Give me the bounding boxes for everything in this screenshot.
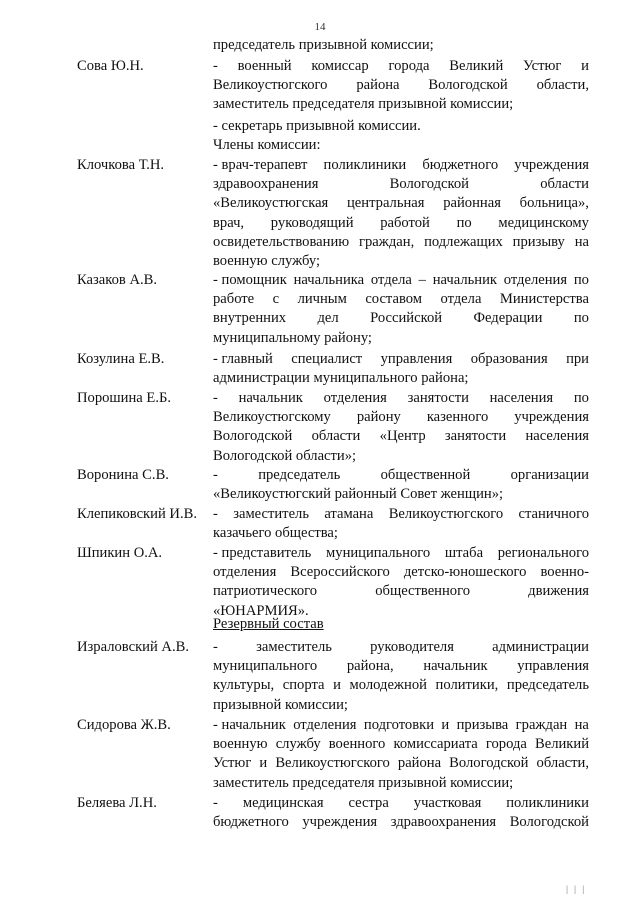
word: города <box>485 736 527 753</box>
members-name: Шпикин О.А. <box>77 545 163 561</box>
reserve-name: Беляева Л.Н. <box>77 795 157 811</box>
members-description-line <box>213 563 589 582</box>
word: Устюг <box>523 58 562 74</box>
word: спорта <box>282 677 325 694</box>
reserve-description-line <box>213 754 589 773</box>
word: председатель <box>258 467 341 483</box>
word: отдела <box>370 272 412 288</box>
word: по <box>573 310 589 327</box>
word: работой <box>380 214 430 231</box>
word: на <box>574 233 589 250</box>
members-description-line <box>213 194 589 213</box>
word: – <box>418 272 426 288</box>
word: района, <box>346 658 394 675</box>
members-description-line <box>213 214 589 233</box>
reserve-header: Резервный состав <box>213 616 324 632</box>
members-description <box>213 466 589 504</box>
word: образования <box>470 351 548 367</box>
word: и <box>333 677 341 694</box>
word: Российской <box>370 310 443 327</box>
word: атамана <box>324 506 374 522</box>
members-name: Сова Ю.Н. <box>77 58 144 74</box>
word: казенного <box>426 409 489 426</box>
word: детско-юношеского <box>403 564 527 581</box>
members-description-line <box>213 233 589 252</box>
members-description-line <box>213 408 589 427</box>
word: заместитель <box>256 639 332 655</box>
word: здравоохранения <box>390 814 497 831</box>
word: и <box>581 58 589 74</box>
word: «Великоустюгская <box>213 195 329 212</box>
reserve-description-line <box>213 657 589 676</box>
word: отдела <box>440 291 482 308</box>
word: бюджетного <box>422 157 499 173</box>
word: молодежной <box>349 677 427 694</box>
intro-line: председатель призывной комиссии; <box>213 37 434 53</box>
word: Вологодской <box>389 176 469 193</box>
word: при <box>566 351 589 367</box>
word: поликлиники <box>506 795 589 811</box>
word: Вологодской <box>428 77 508 94</box>
word: - <box>213 467 218 483</box>
word: подлежащих <box>424 233 503 250</box>
word: граждан <box>515 717 568 733</box>
word: освидетельствованию <box>213 233 350 250</box>
word: района <box>356 77 400 94</box>
members-description-line <box>213 582 589 601</box>
word: муниципального <box>326 545 431 561</box>
members-description <box>213 544 589 621</box>
word: города <box>388 58 430 74</box>
members-description-line: муниципальному району; <box>213 329 372 346</box>
word: - представитель <box>213 545 312 561</box>
word: Министерства <box>499 291 589 308</box>
word: - помощник <box>213 272 287 288</box>
word: - <box>213 639 218 655</box>
members-name: Клочкова Т.Н. <box>77 157 165 173</box>
word: и <box>259 755 268 772</box>
word: военный <box>237 58 292 74</box>
word: начальника <box>293 272 365 288</box>
word: - врач-терапевт <box>213 157 308 173</box>
page-corner-mark: | | | <box>566 883 586 894</box>
members-name: Воронина С.В. <box>77 467 169 483</box>
word: общественной <box>380 467 471 483</box>
word: специалист <box>291 351 363 367</box>
word: граждан, <box>359 233 415 250</box>
members-description-line: казачьего общества; <box>213 525 338 542</box>
members-name: Казаков А.В. <box>77 272 158 288</box>
word: - главный <box>213 351 273 367</box>
word: подготовки <box>363 717 435 733</box>
members-description-line <box>213 309 589 328</box>
word: администрации <box>492 639 589 655</box>
word: учреждения <box>514 157 589 173</box>
word: Великоустюгского <box>388 506 504 522</box>
members-description-line: администрации муниципального района; <box>213 370 469 387</box>
word: станичного <box>518 506 589 522</box>
members-description-line <box>213 505 589 524</box>
word: здравоохранения <box>213 176 319 193</box>
reserve-description-line: призывной комиссии; <box>213 696 348 713</box>
members-description-line <box>213 156 589 175</box>
word: патриотического <box>213 583 318 600</box>
members-description-line <box>213 76 589 95</box>
word: заместитель <box>233 506 309 522</box>
word: общественного <box>375 583 471 600</box>
word: по <box>573 272 589 288</box>
word: муниципального <box>213 658 318 675</box>
word: внутренних <box>213 310 287 327</box>
word: Вологодской <box>213 428 293 445</box>
word: управления <box>380 351 453 367</box>
word: Устюг <box>213 755 252 772</box>
word: личным <box>297 291 347 308</box>
word: области <box>540 176 589 193</box>
word: Великоустюгского <box>275 755 390 772</box>
reserve-description-line <box>213 716 589 735</box>
word: Федерации <box>473 310 543 327</box>
word: организации <box>510 467 589 483</box>
word: дел <box>317 310 339 327</box>
word: «Центр <box>379 428 426 445</box>
word: медицинскому <box>498 214 589 231</box>
reserve-description-line <box>213 735 589 754</box>
reserve-description-line <box>213 638 589 657</box>
members-description-line: заместитель председателя призывной комиссии; <box>213 96 514 113</box>
members-description <box>213 505 589 543</box>
word: медицинская <box>242 795 324 811</box>
word: начальник <box>238 390 303 406</box>
reserve-description <box>213 716 589 793</box>
members-description-line: Вологодской области»; <box>213 447 357 464</box>
word: культуры, <box>213 677 275 694</box>
word: отделения <box>323 390 387 406</box>
word: военно- <box>540 564 589 581</box>
word: Великоустюгского <box>213 77 328 94</box>
word: - <box>213 390 218 406</box>
word: Вологодской <box>449 755 529 772</box>
word: службу <box>275 736 321 753</box>
word: Вологодской <box>509 814 589 831</box>
reserve-name: Сидорова Ж.В. <box>77 717 171 733</box>
word: области, <box>536 755 589 772</box>
word: призыва <box>456 717 509 733</box>
word: района <box>397 755 442 772</box>
word: районная <box>443 195 501 212</box>
word: по <box>573 390 589 406</box>
members-description-line: «Великоустюгский районный Совет женщин»; <box>213 486 504 503</box>
word: на <box>574 717 589 733</box>
word: движения <box>528 583 589 600</box>
word: военную <box>213 736 268 753</box>
word: больница», <box>519 195 589 212</box>
members-description <box>213 350 589 388</box>
members-description-line: военную службу; <box>213 253 320 270</box>
members-name: Козулина Е.В. <box>77 351 165 367</box>
word: населения <box>525 428 589 445</box>
page-number: 14 <box>314 21 326 33</box>
reserve-description-line <box>213 794 589 813</box>
word: комиссар <box>311 58 369 74</box>
word: председатель <box>506 677 589 694</box>
word: Великий <box>534 736 589 753</box>
word: по <box>456 214 472 231</box>
word: - <box>213 506 218 522</box>
word: врач, <box>213 214 245 231</box>
word: работе <box>213 291 255 308</box>
members-description <box>213 271 589 348</box>
members-name: Клепиковский И.В. <box>77 506 197 522</box>
word: призыву <box>512 233 565 250</box>
word: отделения <box>293 717 357 733</box>
word: населения <box>489 390 554 406</box>
members-description-line <box>213 290 589 309</box>
word: району <box>356 409 401 426</box>
reserve-description-line <box>213 813 589 832</box>
word: с <box>272 291 280 308</box>
word: штаба <box>444 545 484 561</box>
members-description <box>213 156 589 271</box>
reserve-description <box>213 638 589 715</box>
word: занятости <box>444 428 507 445</box>
word: отделения <box>213 564 277 581</box>
word: комиссариата <box>393 736 478 753</box>
word: Великий <box>449 58 504 74</box>
word: центральная <box>347 195 425 212</box>
word: Великоустюгскому <box>213 409 331 426</box>
word: - <box>213 795 218 811</box>
word: Всероссийского <box>290 564 390 581</box>
word: области, <box>536 77 589 94</box>
word: бюджетного <box>213 814 289 831</box>
word: отделения <box>503 272 568 288</box>
members-description-line <box>213 175 589 194</box>
members-description-line <box>213 389 589 408</box>
members-description <box>213 389 589 466</box>
word: области <box>311 428 361 445</box>
reserve-description-line: заместитель председателя призывной комиссии; <box>213 774 514 791</box>
word: учреждения <box>302 814 378 831</box>
word: руководящий <box>270 214 354 231</box>
word: политики, <box>435 677 499 694</box>
word: занятости <box>407 390 469 406</box>
members-description <box>213 57 589 115</box>
word: сестра <box>348 795 389 811</box>
members-description-line <box>213 427 589 446</box>
reserve-name: Израловский А.В. <box>77 639 189 655</box>
secretary-line: - секретарь призывной комиссии. <box>213 118 421 134</box>
members-description-line <box>213 466 589 485</box>
word: - начальник <box>213 717 286 733</box>
word: участковая <box>413 795 482 811</box>
word: начальник <box>432 272 497 288</box>
reserve-description <box>213 794 589 832</box>
word: поликлиники <box>323 157 407 173</box>
members-name: Порошина Е.Б. <box>77 390 172 406</box>
word: - <box>213 58 218 74</box>
reserve-description-line <box>213 676 589 695</box>
word: учреждения <box>514 409 589 426</box>
members-description-line <box>213 57 589 76</box>
members-description-line: «ЮНАРМИЯ». <box>213 602 309 619</box>
word: начальник <box>423 658 488 675</box>
members-header: Члены комиссии: <box>213 137 321 153</box>
word: регионального <box>497 545 589 561</box>
word: составом <box>365 291 423 308</box>
word: руководителя <box>370 639 454 655</box>
members-description-line <box>213 544 589 563</box>
word: управления <box>517 658 589 675</box>
members-description-line <box>213 271 589 290</box>
members-description-line <box>213 350 589 369</box>
word: и <box>441 717 450 733</box>
word: военного <box>328 736 386 753</box>
